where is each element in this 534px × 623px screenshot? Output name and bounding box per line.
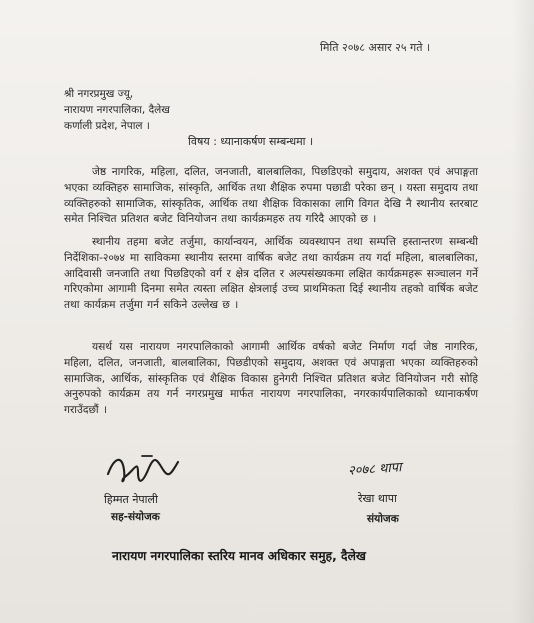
- addressee-line-3: कर्णाली प्रदेश, नेपाल ।: [64, 120, 150, 132]
- organization-footer: नारायण नगरपालिका स्तरिय मानव अधिकार समुह, दैलेख: [112, 549, 366, 563]
- addressee-line-2: नारायण नगरपालिका, दैलेख: [64, 104, 170, 116]
- paragraph-2: स्थानीय तहमा बजेट तर्जुमा, कार्यान्वयन, आर्थिक व्यवस्थापन तथा सम्पत्ति हस्तान्तरण सम्बन्धी निर्देशिका-२०७४ मा साविकमा स्थानीय स्तरमा वार्षिक बजेट तथा कार्यक्रम तय गर्दा महिला, बालबालिका, आदिवासी जनजाति तथा पिछडिएको वर्ग र क्षेत्र दलित र अल्पसंख्यकमा लक्षित कार्यक्रमहरू सञ्चालन गर्ने गरिएकोमा आगामी दिनमा समेत त्यस्ता लक्षित क्षेत्रलाई उच्च प्राथमिकता दिई स्थानीय तहको वार्षिक बजेट तथा कार्यक्रम तर्जुमा गर्न सकिने उल्लेख छ ।: [64, 236, 478, 312]
- signatory-right-name: रेखा थापा: [358, 492, 397, 505]
- document-date: मिति २०७८ असार २५ गते ।: [320, 41, 431, 54]
- signatory-left-role: सह-संयोजक: [111, 511, 160, 523]
- signatory-right-role: संयोजक: [367, 513, 399, 525]
- signature-left: [104, 448, 188, 492]
- paragraph-3: यसर्थ यस नारायण नगरपालिकाको आगामी आर्थिक वर्षको बजेट निर्माण गर्दा जेष्ठ नागरिक, महिला, दलित, जनजाती, बालबालिका, पिछडीएको समुदाय, अशक्त एवं अपाङ्गता भएका व्यक्तिहरुको सामाजिक, आर्थिक, सांस्कृतिक एवं शैक्षिक विकास हुनेगरी निश्चित प्रतिशत बजेट विनियोजन गरी सोहि अनुरुपको कार्यक्रम तय गर्न नगरप्रमुख मार्फत नारायण नगरपालिका, नगरकार्यपालिकाको ध्यानाकर्षण गराउँदछौं ।: [64, 341, 478, 417]
- paragraph-1: जेष्ठ नागरिक, महिला, दलित, जनजाती, बालबालिका, पिछडिएको समुदाय, अशक्त एवं अपाङ्गता भएका व्यक्तिहरु सामाजिक, सांस्कृति, आर्थिक तथा शैक्षिक रुपमा पछाडी परेका छन् । यस्ता समुदाय तथा व्यक्तिहरुको सामाजिक, सांस्कृतिक, आर्थिक तथा शैक्षिक विकासका लागि विगत देखि नै स्थानीय स्तरबाट समेत निश्चित प्रतिशत बजेट विनियोजन तथा कार्यक्रमहरु तय गरिदै आएको छ ।: [64, 166, 478, 226]
- page-edge-shadow: [512, 0, 534, 623]
- document-subject: विषय : ध्यानाकर्षण सम्बन्धमा ।: [188, 135, 314, 148]
- signatory-left-name: हिम्मत नेपाली: [104, 493, 158, 506]
- signature-right-text: २०७८ थापा: [347, 460, 403, 479]
- addressee-line-1: श्री नगरप्रमुख ज्यू,: [64, 88, 134, 100]
